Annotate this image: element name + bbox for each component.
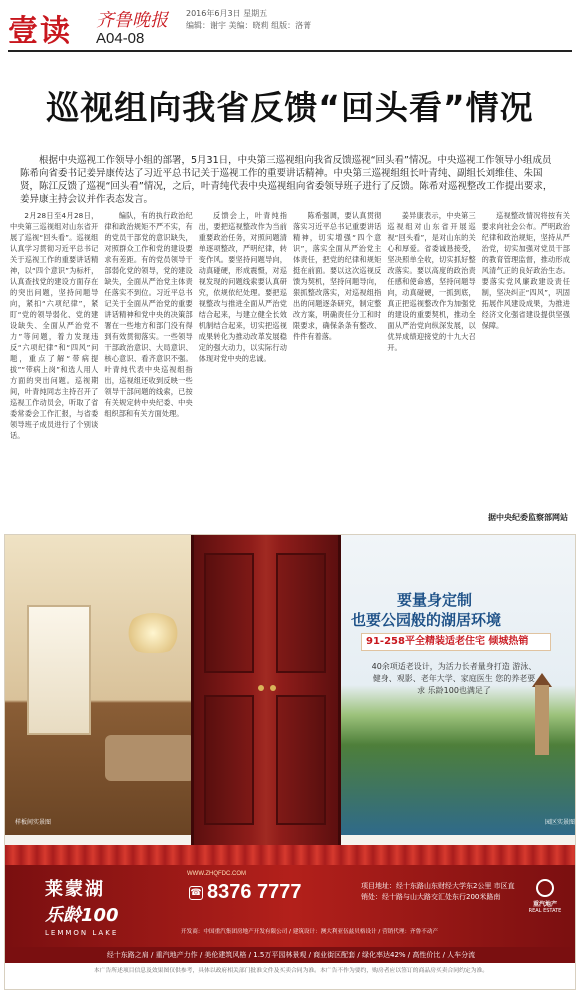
real-estate-advertisement[interactable] (4, 534, 576, 990)
newspaper-logo: 齐鲁晚报 (96, 10, 168, 31)
ad-slogan-line-1: 要量身定制 (397, 591, 473, 609)
page-number: A04-08 (96, 30, 145, 47)
body-paragraph: 2月28日至4月28日，中央第三巡视组对山东省开展了巡视“回头看”。巡视组认真学习贯彻习近平总书记关于巡视工作的重要讲话精神，以“四个意识”为标杆，认真查找党的建设方面存在的突出问题，坚持问题导向，紧扣“六项纪律”，紧盯“党的领导弱化、党的建设缺失、全面从严治党不力”等问题，着力发现违反“六项纪律”和“四风”问题，重点了解“带病提拔”“带病上岗”和选人用人方面的突出问题。巡视期间，叶青纯同志主持召开了巡视工作动员会，听取了省委常委会工作汇报，与省委领导班子成员进行了个别谈话。 (10, 211, 99, 440)
article-headline: 巡视组向我省反馈“回头看”情况 (46, 88, 534, 127)
body-column-6 (482, 210, 570, 532)
door-knob (258, 685, 264, 691)
door-knob (270, 685, 276, 691)
ad-address: 项目地址：经十东路山东财经大学东2公里 市区直销处：经十路与山大路交汇处东行200米路南 (361, 882, 515, 901)
door-panel (204, 695, 254, 825)
section-title: 壹读 (8, 14, 72, 49)
masthead-meta (186, 8, 311, 32)
body-column-5 (387, 210, 475, 532)
door-panel (204, 553, 254, 673)
developer-logo-icon (536, 879, 554, 897)
ad-red-door (191, 535, 341, 845)
ad-window-shape (27, 605, 91, 735)
ad-interior-caption: 样板间实景图 (15, 819, 52, 826)
ad-curtain-fringe (5, 845, 576, 865)
developer-logo (525, 879, 565, 914)
masthead-rule (8, 50, 572, 52)
ad-features-text: 40余项适老设计，为活力长者量身打造 游泳、健身、观影、老年大学、家庭医生 您的养老要求 乐龄100也满足了 (371, 662, 537, 695)
body-paragraph: 姜异康表示，中央第三巡视组对山东省开展巡视“回头看”，是对山东的关心和厚爱。省委诚恳接受，坚决照单全收，切实抓好整改落实。要以高度的政治责任感和使命感，坚持问题导向，动真碰硬，一抓到底，真正把巡视整改作为加强党的建设的重要契机，推动全面从严治党向纵深发展，以优异成绩迎接党的十九大召开。 (387, 211, 476, 352)
body-paragraph: 反馈会上，叶青纯指出，要把巡视整改作为当前重要政治任务，对照问题清单逐项整改，严明纪律，转变作风。要坚持问题导向，动真碰硬，形成震慑，对巡视发现的问题线索要认真研究，依规依纪处理。要把巡视整改与推进全面从严治党结合起来，与建立健全长效机制结合起来，切实把巡视成果转化为推动改革发展稳定的强大动力，以实际行动体现对党中央的忠诚。 (198, 211, 287, 363)
article-body (10, 210, 570, 532)
article-lead: 根据中央巡视工作领导小组的部署，5月31日，中央第三巡视组向我省反馈巡视“回头看”情况。中央巡视工作领导小组成员陈希向省委书记姜异康传达了习近平总书记关于巡视工作的重要讲话精神。中央第三巡视组组长叶青纯、副组长刘维佳、朱国贤，陈江反馈了巡视“回头看”情况，之后，叶青纯代表中央巡视组向省委领导班子进行了反馈。陈希对巡视整改工作提出要求，姜异康主持会议并作表态发言。 (20, 155, 553, 205)
ad-brand-block (45, 875, 119, 937)
masthead (0, 0, 580, 54)
ad-brand-slogan: 乐龄100 (45, 905, 119, 926)
ad-developer-line: 开发商：中国重汽集团房地产开发有限公司 / 建筑设计：澳大利亚伍兹贝格设计 / 营销代理：齐鲁不动产 (181, 929, 439, 935)
ad-interior-photo (5, 535, 205, 835)
body-paragraph: 陈希强调，要认真贯彻落实习近平总书记重要讲话精神，切实增强“四个意识”，落实全面从严治党主体责任，把党的纪律和规矩挺在前面。要以这次巡视反馈为契机，坚持问题导向，狠抓整改落实，对巡视组指出的问题逐条研究，制定整改方案，明确责任分工和时限要求，确保条条有整改、件件有着落。 (292, 211, 382, 341)
ad-brand-name: 莱蒙湖 (45, 879, 105, 900)
body-column-3 (199, 210, 287, 532)
ad-phone-block[interactable] (189, 881, 302, 904)
ad-slogan-line-2: 也要公园般的湖居环境 (351, 611, 502, 629)
ad-lake-caption: 园区实景图 (545, 819, 576, 826)
body-column-1 (10, 210, 98, 532)
editor-credits: 编辑：谢宇 美编：晓莉 组版：洛菁 (186, 21, 312, 30)
body-paragraph: 巡视整改情况将按有关要求向社会公布。严明政治纪律和政治规矩，坚持从严治党，切实加强对党员干部的教育管理监督，推动形成风清气正的良好政治生态。要落实党风廉政建设责任制，坚决纠正“四风”，巩固拓展作风建设成果，为推进经济文化强省建设提供坚强保障。 (481, 211, 570, 330)
door-panel (276, 553, 326, 673)
door-panel (276, 695, 326, 825)
issue-date: 2016年6月3日 星期五 (186, 9, 268, 18)
body-paragraph: 编队，有的执行政治纪律和政治规矩不严不实，有的党员干部党的意识缺失，对照群众工作和党的建设要求有差距。有的党员领导干部弱化党的领导，党的建设缺失，全面从严治党主体责任落实不到位。习近平总书记关于全面从严治党的重要讲话精神和党中央的决策部署在一些地方和部门没有得到有效贯彻落实。一些领导干部政治意识、大局意识、核心意识、看齐意识不强。叶青纯代表中央巡视组指出，巡视组还收到反映一些领导干部问题的线索，已按有关规定转中央纪委、中央组织部和有关方面处理。 (104, 211, 193, 418)
ad-feature-strip: 经十东路之肩 / 重汽地产力作 / 美伦建筑风格 / 1.5万平园林景观 / 商业街区配套 / 绿化率达42% / 高性价比 / 人车分流 (5, 947, 576, 963)
developer-name: 重汽地产 (532, 901, 557, 908)
ad-brand-english: LEMMON LAKE (45, 929, 119, 937)
phone-icon: ☎ (190, 887, 202, 898)
body-column-4 (293, 210, 381, 532)
ad-sofa-shape (105, 735, 195, 781)
ad-phone-number[interactable]: 8376 7777 (207, 881, 302, 903)
ad-promo-banner: 91-258平全精装适老住宅 倾城热销 (361, 633, 551, 651)
developer-english: REAL ESTATE (528, 908, 562, 914)
ad-chandelier-shape (125, 613, 181, 653)
ad-disclaimer: 本广告所述项目信息及效果图仅供参考，具体以政府相关部门批准文件及买卖合同为准。本广告不作为要约，购房者应以签订的商品房买卖合同约定为准。 (5, 963, 576, 989)
article-source-credit: 据中央纪委监察部网站 (488, 513, 568, 522)
ad-website[interactable]: WWW.ZHQFDC.COM (187, 871, 246, 877)
body-column-2 (104, 210, 192, 532)
